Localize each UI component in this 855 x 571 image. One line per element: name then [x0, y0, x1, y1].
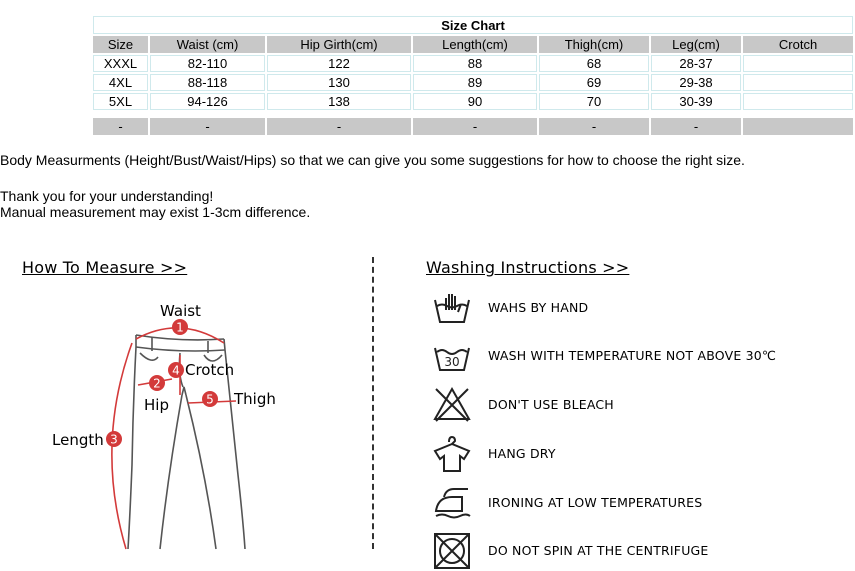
size-chart-row-cell	[743, 74, 853, 91]
no-spin-icon	[432, 531, 472, 571]
size-chart-header-row-cell: Leg(cm)	[651, 36, 741, 53]
measurement-suggestion-text: Body Measurments (Height/Bust/Waist/Hips) so that we can give you some suggestions for how to choose the right size.	[0, 152, 745, 168]
size-chart-placeholder-row-cell: -	[413, 118, 537, 135]
no-bleach-icon	[432, 385, 472, 425]
marker-waist	[172, 319, 188, 335]
wash-item-30-text: WASH WITH TEMPERATURE NOT ABOVE 30℃	[488, 348, 777, 363]
size-chart-header-row	[93, 36, 853, 53]
size-chart-row-cell: 5XL	[93, 93, 148, 110]
size-chart-row-cell: 70	[539, 93, 649, 110]
size-chart-row	[93, 74, 853, 91]
wash-item-iron-text: IRONING AT LOW TEMPERATURES	[488, 495, 703, 510]
size-chart-row-cell: 138	[267, 93, 411, 110]
size-chart-row-cell: 94-126	[150, 93, 265, 110]
size-chart-placeholder-row	[93, 118, 853, 135]
size-chart-row-cell: 29-38	[651, 74, 741, 91]
size-chart-placeholder-row-cell: -	[150, 118, 265, 135]
size-chart-header-row-cell: Hip Girth(cm)	[267, 36, 411, 53]
marker-length-number: 3	[110, 432, 118, 447]
size-chart-table	[91, 14, 855, 137]
crotch-label: Crotch	[185, 361, 235, 379]
wash-item-bleach-text: DON'T USE BLEACH	[488, 397, 614, 412]
size-chart-row-cell	[743, 93, 853, 110]
length-label: Length	[52, 431, 104, 449]
size-chart-placeholder-row-cell: -	[93, 118, 148, 135]
size-chart-row-cell: 30-39	[651, 93, 741, 110]
size-chart-placeholder-row-cell: -	[651, 118, 741, 135]
marker-hip	[149, 375, 165, 391]
washing-instructions-title: Washing Instructions >>	[426, 258, 630, 277]
size-chart-spacer-cell	[743, 112, 853, 116]
size-chart-row-cell: 82-110	[150, 55, 265, 72]
size-chart-row-cell: 4XL	[93, 74, 148, 91]
iron-low-icon	[432, 483, 472, 523]
size-chart-header-row-cell: Waist (cm)	[150, 36, 265, 53]
wash-temp-text: 30	[444, 355, 460, 369]
size-chart-row-cell: 69	[539, 74, 649, 91]
size-chart-row-cell	[743, 55, 853, 72]
size-chart-row-cell: 90	[413, 93, 537, 110]
size-chart-spacer-cell	[413, 112, 537, 116]
size-chart-row-cell: 130	[267, 74, 411, 91]
size-chart-spacer-cell	[539, 112, 649, 116]
size-chart-header-row-cell: Size	[93, 36, 148, 53]
size-chart-spacer	[93, 112, 853, 116]
size-chart	[91, 14, 818, 137]
wash-item-hang-text: HANG DRY	[488, 446, 556, 461]
hand-wash-icon	[432, 288, 472, 328]
size-chart-row-cell: 68	[539, 55, 649, 72]
size-chart-row-cell: 88-118	[150, 74, 265, 91]
marker-crotch-number: 4	[172, 363, 180, 378]
size-chart-header-row-cell: Crotch	[743, 36, 853, 53]
marker-thigh-number: 5	[206, 392, 214, 407]
size-chart-row-cell: 88	[413, 55, 537, 72]
wash-30-icon	[432, 336, 472, 376]
marker-length	[106, 431, 122, 447]
size-chart-spacer-cell	[93, 112, 148, 116]
size-chart-header-row-cell: Length(cm)	[413, 36, 537, 53]
size-chart-placeholder-row-cell	[743, 118, 853, 135]
size-chart-spacer-cell	[651, 112, 741, 116]
size-chart-placeholder-row-cell: -	[267, 118, 411, 135]
marker-waist-number: 1	[176, 320, 184, 335]
wash-item-hand-text: WAHS BY HAND	[488, 300, 589, 315]
thigh-label: Thigh	[234, 390, 276, 408]
section-divider	[372, 257, 374, 549]
size-chart-title: Size Chart	[93, 16, 853, 34]
waist-label: Waist	[160, 302, 201, 320]
hip-label: Hip	[144, 396, 169, 414]
marker-crotch	[168, 362, 184, 378]
marker-hip-number: 2	[153, 376, 161, 391]
marker-thigh	[202, 391, 218, 407]
manual-measurement-note: Manual measurement may exist 1-3cm difference.	[0, 204, 311, 220]
how-to-measure-title: How To Measure >>	[22, 258, 188, 277]
size-chart-placeholder-row-cell: -	[539, 118, 649, 135]
size-chart-row-cell: 28-37	[651, 55, 741, 72]
wash-item-spin-text: DO NOT SPIN AT THE CENTRIFUGE	[488, 543, 709, 558]
thanks-text: Thank you for your understanding!	[0, 188, 214, 204]
size-chart-row	[93, 55, 853, 72]
size-chart-spacer-cell	[150, 112, 265, 116]
size-chart-row-cell: XXXL	[93, 55, 148, 72]
hang-dry-icon	[432, 434, 472, 474]
size-chart-row	[93, 93, 853, 110]
size-chart-spacer-cell	[267, 112, 411, 116]
pants-diagram	[40, 295, 270, 549]
size-chart-row-cell: 122	[267, 55, 411, 72]
size-chart-row-cell: 89	[413, 74, 537, 91]
size-chart-header-row-cell: Thigh(cm)	[539, 36, 649, 53]
